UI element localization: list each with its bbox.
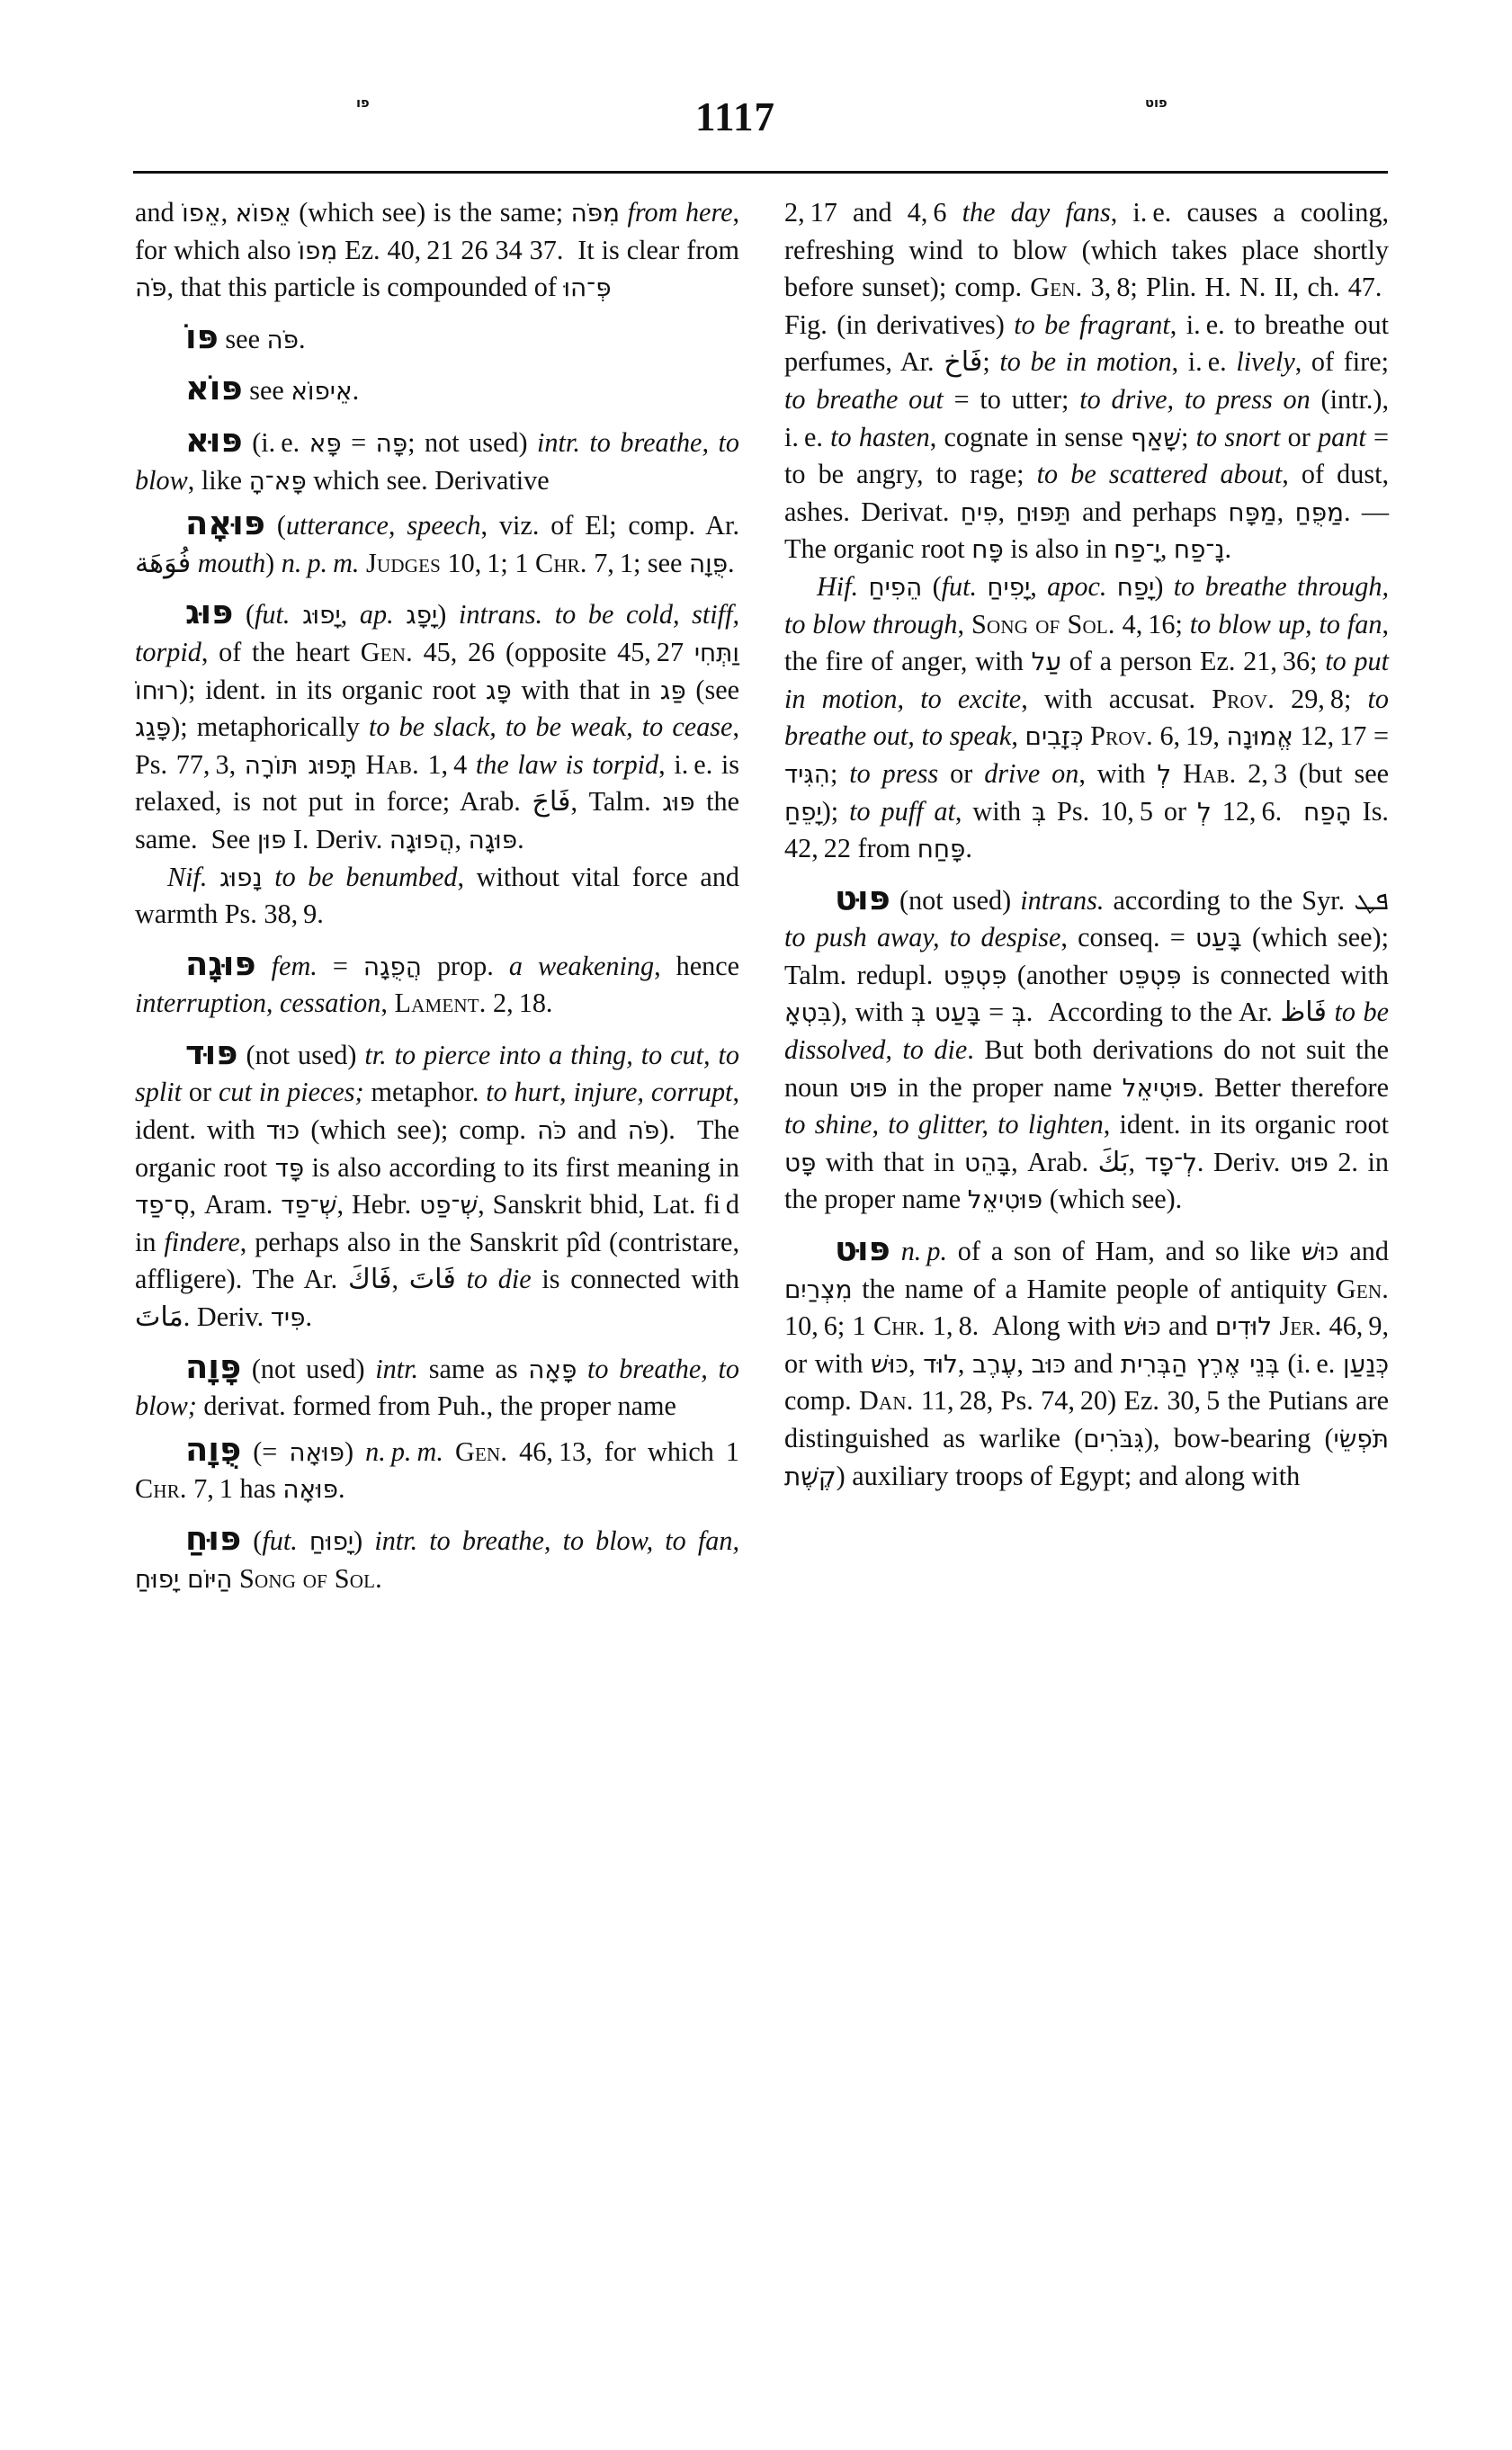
entry-pud-verb: פּוּד (not used) tr. to pierce into a thing, to cut, to split or cut in pieces; metaphor. to hurt, injure, corrupt, ident. with כּוּד (which see); comp. כֹּה and פֹּה). The organic root פָּד is also according to its first meaning in סְ־פַד, Aram. שְׁ־פַד, Hebr. שְׁ־פַט, Sanskrit bhid, Lat. fi d in findere, perhaps also in the Sanskrit pîd (contristare, affligere). The Ar. فَاكَ, فَاتَ to die is connected with مَاتَ. Deriv. פִּיד. <box>135 1033 740 1334</box>
spacer <box>135 307 739 318</box>
entry-pugah-noun: פּוּגָה fem. = הֲפֻגָה prop. a weakening, hence interruption, cessation, Lament. 2, 18. <box>135 943 740 1019</box>
entry-puvvah-name: פֻּוָה (= פּוּאָה) n. p. m. Gen. 46, 13, for which 1 Chr. 7, 1 has פּוּאָה. <box>135 1429 739 1505</box>
entry-pua-crossref: פּוֹא see אֵיפוֹא. <box>185 369 360 408</box>
page-number: 1117 <box>695 94 776 139</box>
header-rule <box>133 171 1388 174</box>
entry-pavah-verb: פָּוָה (not used) intr. same as פָּאָה to breathe, to blow; derivat. formed from Puh., the proper name <box>135 1346 739 1422</box>
running-head <box>133 94 1391 162</box>
entry-puach-verb: פּוּחַ (fut. יָפוּחַ) intr. to breathe, to blow, to fan, הַיּוֹם יָפוּחַ Song of Sol. <box>135 1519 739 1594</box>
entry-puach-continued: 2, 17 and 4, 6 the day fans, i. e. causes a cooling, refreshing wind to blow (which takes place shortly before sunset); comp. Gen. 3, 8; Plin. H. N. II, ch. 47. Fig. (in derivatives) to be fragrant, i. e. to breathe out perfumes, Ar. فَاخ; to be in motion, i. e. lively, of fire; to breathe out = to utter; to drive, to press on (intr.), i. e. to hasten, cognate in sense שָׁאַף; to snort or pant = to be angry, to rage; to be scattered about, of dust, ashes. Derivat. פִּיחַ, תַּפּוּחַ and perhaps מַפָּח, מַפֻּחַ. — The organic root פָּח is also in יָ־פַח, נָ־פַח. <box>784 197 1390 565</box>
running-head-left: פו <box>356 95 370 111</box>
entry-pua-root: פּוּא (i. e. פָּא = פָּה; not used) intr. to breathe, to blow, like פָּא־הָ which see. Derivative <box>135 420 740 496</box>
entry-puah-noun: פּוּאָה (utterance, speech, viz. of El; comp. Ar. فُوَهَة mouth) n. p. m. Judges 10, 1; 1 Chr. 7, 1; see פֻּוָה. <box>135 504 739 579</box>
running-head-right: פוט <box>1145 95 1168 111</box>
entry-po-crossref: פּוֹ see פֹּה. <box>185 317 306 356</box>
stem-puach-hifil: Hif. הֵפִיחַ (fut. יָפִיחַ, apoc. יָפַח) to breathe through, to blow through, Song of Sol. 4, 16; to blow up, to fan, the fire of anger, with עַל of a person Ez. 21, 36; to put in motion, to excite, with accusat. Prov. 29, 8; to breathe out, to speak, כְּזָבִים Prov. 6, 19, אֱמוּנָה 12, 17 = הִגִּיד; to press or drive on, with לְ Hab. 2, 3 (but see יָפֵחַ); to puff at, with בְּ Ps. 10, 5 or לְ 12, 6. הָפַח Is. 42, 22 from פָּחַח. <box>784 570 1390 864</box>
left-column <box>135 194 739 1597</box>
entry-pug-verb: פּוּג (fut. יָפוּג, ap. יָפָג) intrans. to be cold, stiff, torpid, of the heart Gen. 45, 26 (opposite 45, 27 וַתְּחִי רוּחוֹ); ident. in its organic root פָּג with that in פַּג (see פָּגַג); metaphorically to be slack, to be weak, to cease, Ps. 77, 3, תָּפוּג תּוֹרָה Hab. 1, 4 the law is torpid, i. e. is relaxed, is not put in force; Arab. فَاجَ, Talm. פּוּג the same. See פּוּן I. Deriv. הֲפוּגָה, פּוּגָה. <box>135 593 739 854</box>
entry-put-name: פּוּט n. p. of a son of Ham, and so like כּוּשׁ and מִצְרַיִם the name of a Hamite people of antiquity Gen. 10, 6; 1 Chr. 1, 8. Along with כּוּשׁ and לוּדִים Jer. 46, 9, or with כּוּשׁ, לוּד, עֶרֶב, כּוּב and בְּנֵי אֶרֶץ הַבְּרִית (i. e. כְּנַעַן comp. Dan. 11, 28, Ps. 74, 20) Ez. 30, 5 the Putians are distinguished as warlike (גִּבֹּרִים), bow-bearing (תֹּפְשֵׂי קֶשֶׁת) auxiliary troops of Egypt; and along with <box>784 1229 1390 1491</box>
right-column <box>784 194 1389 1495</box>
entry-po-continued: and אֵפוֹ, אֵפוֹא (which see) is the same; מִפֹּה from here, for which also מִפוֹ Ez. 40, 21 26 34 37. It is clear from פֹּה, that this particle is compounded of פְּ־הוּ <box>135 197 740 303</box>
stem-pug-nifal: Nif. נָפוּג to be benumbed, without vital force and warmth Ps. 38, 9. <box>135 861 740 930</box>
entry-put-verb: פּוּט (not used) intrans. according to the Syr. ܦܛ to push away, to despise, conseq. = בָּעַט (which see); Talm. redupl. פִּטְפֵּט (another פִּטְפֵּט is connected with בִּטְאָ), with בָּעַט בְּ = בְּ. According to the Ar. فَاظ to be dissolved, to die. But both derivations do not suit the noun פּוּט in the proper name פּוּטִיאֵל. Better therefore to shine, to glitter, to lighten, ident. in its organic root פָּט with that in בָּהֵט, Arab. بَكَ, לְ־פָד. Deriv. פּוּט 2. in the proper name פּוּטִיאֵל (which see). <box>784 878 1390 1215</box>
